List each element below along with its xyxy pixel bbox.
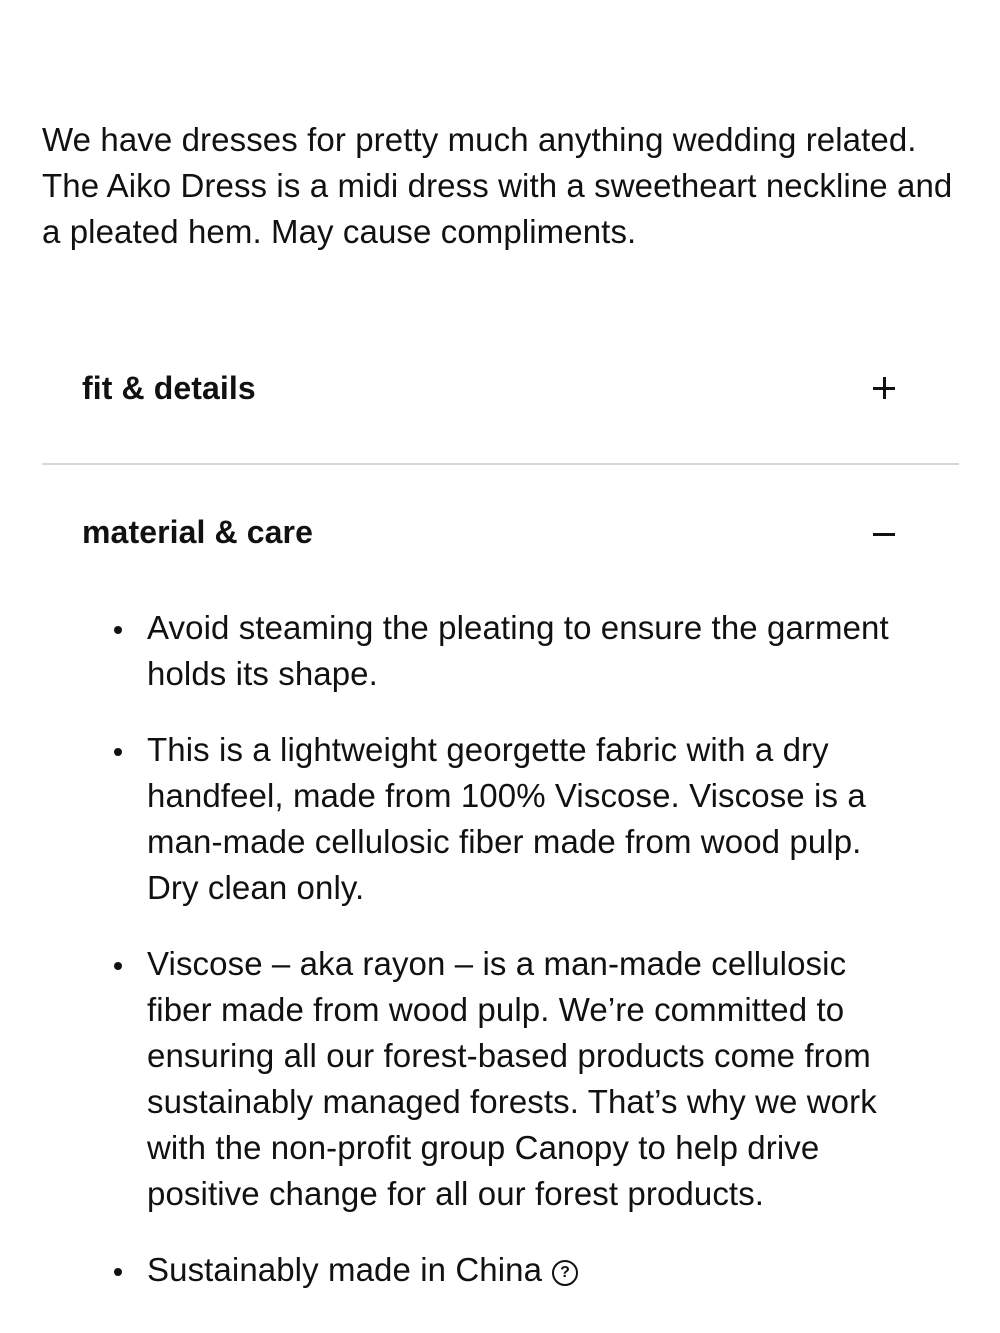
accordion-fit-details[interactable] (82, 358, 912, 418)
accordion-material-care[interactable] (82, 502, 912, 562)
plus-icon[interactable] (868, 372, 900, 404)
care-item-text: This is a lightweight georgette fabric with a dry handfeel, made from 100% Viscose. Viscose is a man-made cellulosic fiber made from wood pulp. Dry clean only. (147, 731, 866, 906)
care-list-item (147, 1247, 917, 1293)
care-list-item (147, 605, 917, 697)
material-care-list (147, 605, 917, 1323)
accordion-title-material-care: material & care (82, 513, 313, 550)
accordion-title-fit-details: fit & details (82, 369, 256, 406)
care-item-text: Sustainably made in China (147, 1251, 543, 1288)
care-list-item (147, 727, 917, 911)
question-circle-icon[interactable]: ? (552, 1260, 578, 1286)
product-description: We have dresses for pretty much anything wedding related. The Aiko Dress is a midi dress with a sweetheart neckline and a pleated hem. May cause compliments. (42, 121, 953, 250)
care-item-text: Viscose – aka rayon – is a man-made cellulosic fiber made from wood pulp. We’re committed to ensuring all our forest-based products come from sustainably managed forests. That’s why we work with the non-profit group Canopy to help drive positive change for all our forest products. (147, 945, 877, 1212)
care-list-item (147, 941, 917, 1217)
care-item-text: Avoid steaming the pleating to ensure the garment holds its shape. (147, 609, 889, 692)
minus-icon[interactable] (868, 516, 900, 548)
accordion-divider (42, 463, 959, 465)
